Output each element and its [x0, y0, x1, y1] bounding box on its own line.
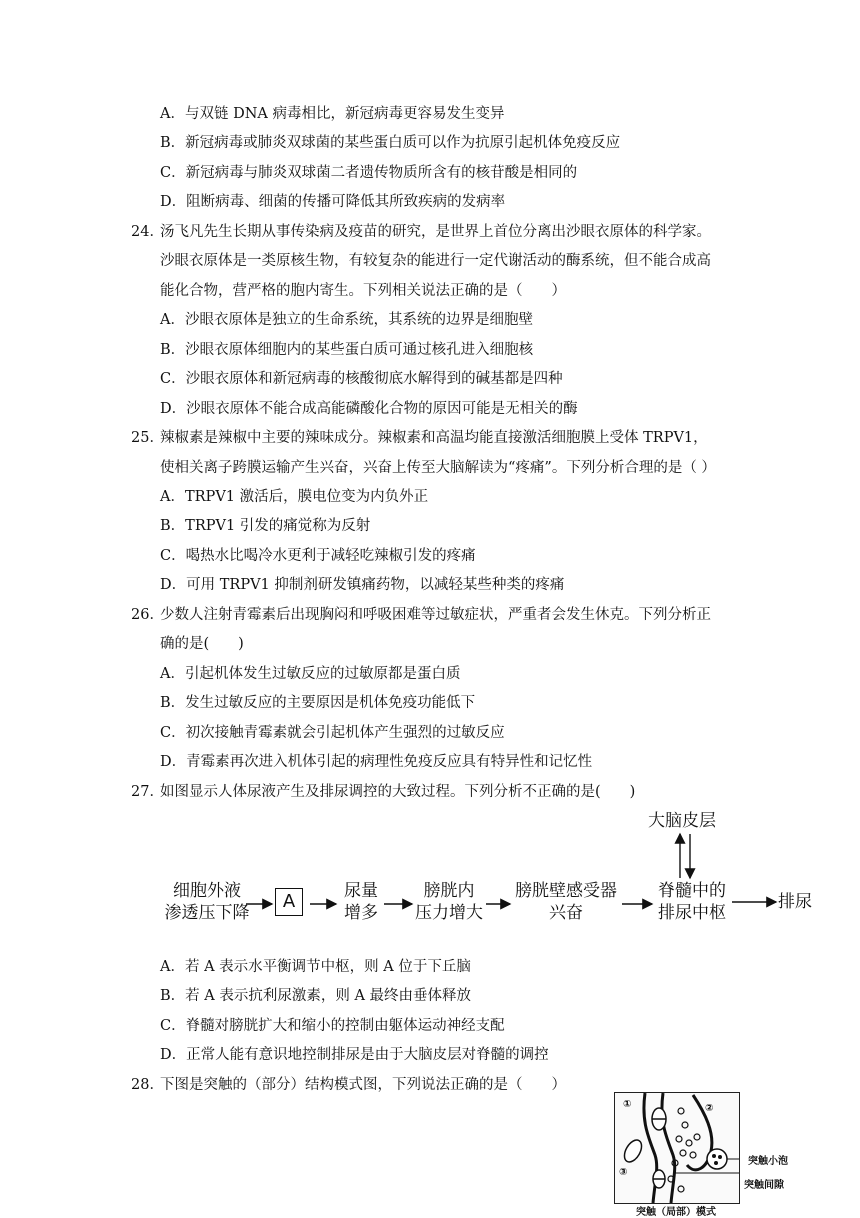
- q25-option-a: A．TRPV1 激活后，膜电位变为内负外正: [160, 489, 429, 505]
- q24-number: 24．: [131, 224, 164, 240]
- q27-option-d: D．正常人能有意识地控制排尿是由于大脑皮层对脊髓的调控: [160, 1047, 549, 1063]
- node-spinal-center: [654, 880, 730, 924]
- synapse-mark-3: ③: [619, 1167, 628, 1178]
- node-urine-volume: [340, 880, 382, 924]
- q24-option-a: A．沙眼衣原体是独立的生命系统，其系统的边界是细胞壁: [160, 312, 533, 328]
- q23-option-c: C．新冠病毒与肺炎双球菌二者遗传物质所含有的核苷酸是相同的: [160, 165, 578, 181]
- q28-stem: 下图是突触的（部分）结构模式图，下列说法正确的是（ ）: [160, 1077, 566, 1093]
- synapse-mark-2: ②: [705, 1103, 714, 1114]
- node-cerebral-cortex: 大脑皮层: [648, 811, 716, 831]
- q28-number: 28．: [131, 1077, 164, 1093]
- node-receptor-line-1: 膀胱壁感受器: [515, 881, 617, 901]
- node-osmotic-line-1: 细胞外液: [173, 881, 241, 901]
- node-bladder-pressure: [412, 880, 486, 924]
- node-bladder-line-1: 膀胱内: [423, 881, 475, 901]
- q26-option-d: D．青霉素再次进入机体引起的病理性免疫反应具有特异性和记忆性: [160, 754, 593, 770]
- q26-option-b: B．发生过敏反应的主要原因是机体免疫功能低下: [160, 695, 476, 711]
- node-urine-line-1: 尿量: [344, 881, 378, 901]
- node-urination: 排尿: [778, 892, 812, 912]
- q26-option-a: A．引起机体发生过敏反应的过敏原都是蛋白质: [160, 666, 461, 682]
- q24-option-d: D．沙眼衣原体不能合成高能磷酸化合物的原因可能是无相关的酶: [160, 401, 578, 417]
- synapse-mark-1: ①: [623, 1099, 632, 1110]
- synapse-figure: [614, 1092, 740, 1204]
- label-synaptic-cleft: 突触间隙: [744, 1180, 784, 1191]
- node-bladder-line-2: 压力增大: [415, 903, 483, 923]
- q27-number: 27．: [131, 784, 164, 800]
- q23-option-d: D．阻断病毒、细菌的传播可降低其所致疾病的发病率: [160, 194, 506, 210]
- figure-caption: 突触（局部）模式: [636, 1207, 716, 1218]
- node-urine-line-2: 增多: [344, 903, 378, 923]
- q27-option-a: A．若 A 表示水平衡调节中枢，则 A 位于下丘脑: [160, 959, 471, 975]
- q26-number: 26．: [131, 607, 164, 623]
- node-spinal-line-1: 脊髓中的: [658, 881, 726, 901]
- q25-option-d: D．可用 TRPV1 抑制剂研发镇痛药物，以减轻某些种类的疼痛: [160, 577, 565, 593]
- q25-option-b: B．TRPV1 引发的痛觉称为反射: [160, 518, 371, 534]
- synapse-drawing: [615, 1093, 739, 1203]
- q26-stem-line-2: 确的是( ): [160, 636, 244, 652]
- q23-option-a: A．与双链 DNA 病毒相比，新冠病毒更容易发生变异: [160, 106, 505, 122]
- node-box-a: A: [275, 888, 303, 916]
- q26-option-c: C．初次接触青霉素就会引起机体产生强烈的过敏反应: [160, 725, 505, 741]
- node-receptor-line-2: 兴奋: [549, 903, 583, 923]
- node-osmotic-line-2: 渗透压下降: [164, 903, 250, 923]
- q27-option-c: C．脊髓对膀胱扩大和缩小的控制由躯体运动神经支配: [160, 1018, 505, 1034]
- q24-stem-line-1: 汤飞凡先生长期从事传染病及疫苗的研究，是世界上首位分离出沙眼衣原体的科学家。: [160, 224, 711, 240]
- node-osmotic-pressure: [162, 880, 252, 924]
- q23-option-b: B．新冠病毒或肺炎双球菌的某些蛋白质可以作为抗原引起机体免疫反应: [160, 135, 621, 151]
- q27-stem: 如图显示人体尿液产生及排尿调控的大致过程。下列分析不正确的是( ): [160, 784, 636, 800]
- q27-option-b: B．若 A 表示抗利尿激素，则 A 最终由垂体释放: [160, 988, 472, 1004]
- q24-stem-line-3: 能化合物，营严格的胞内寄生。下列相关说法正确的是（ ）: [160, 283, 566, 299]
- q24-option-c: C．沙眼衣原体和新冠病毒的核酸彻底水解得到的碱基都是四种: [160, 371, 563, 387]
- q25-stem-line-2: 使相关离子跨膜运输产生兴奋，兴奋上传至大脑解读为“疼痛”。下列分析合理的是（ ）: [160, 460, 716, 476]
- node-bladder-receptor: [510, 880, 622, 924]
- node-spinal-line-2: 排尿中枢: [658, 903, 726, 923]
- q25-option-c: C．喝热水比喝冷水更利于减轻吃辣椒引发的疼痛: [160, 548, 476, 564]
- q24-option-b: B．沙眼衣原体细胞内的某些蛋白质可通过核孔进入细胞核: [160, 342, 534, 358]
- q26-stem-line-1: 少数人注射青霉素后出现胸闷和呼吸困难等过敏症状，严重者会发生休克。下列分析正: [160, 607, 711, 623]
- q25-stem-line-1: 辣椒素是辣椒中主要的辣味成分。辣椒素和高温均能直接激活细胞膜上受体 TRPV1，: [160, 430, 708, 446]
- q25-number: 25．: [131, 430, 164, 446]
- q24-stem-line-2: 沙眼衣原体是一类原核生物，有较复杂的能进行一定代谢活动的酶系统，但不能合成高: [160, 253, 711, 269]
- label-synaptic-vesicle: 突触小泡: [748, 1156, 788, 1167]
